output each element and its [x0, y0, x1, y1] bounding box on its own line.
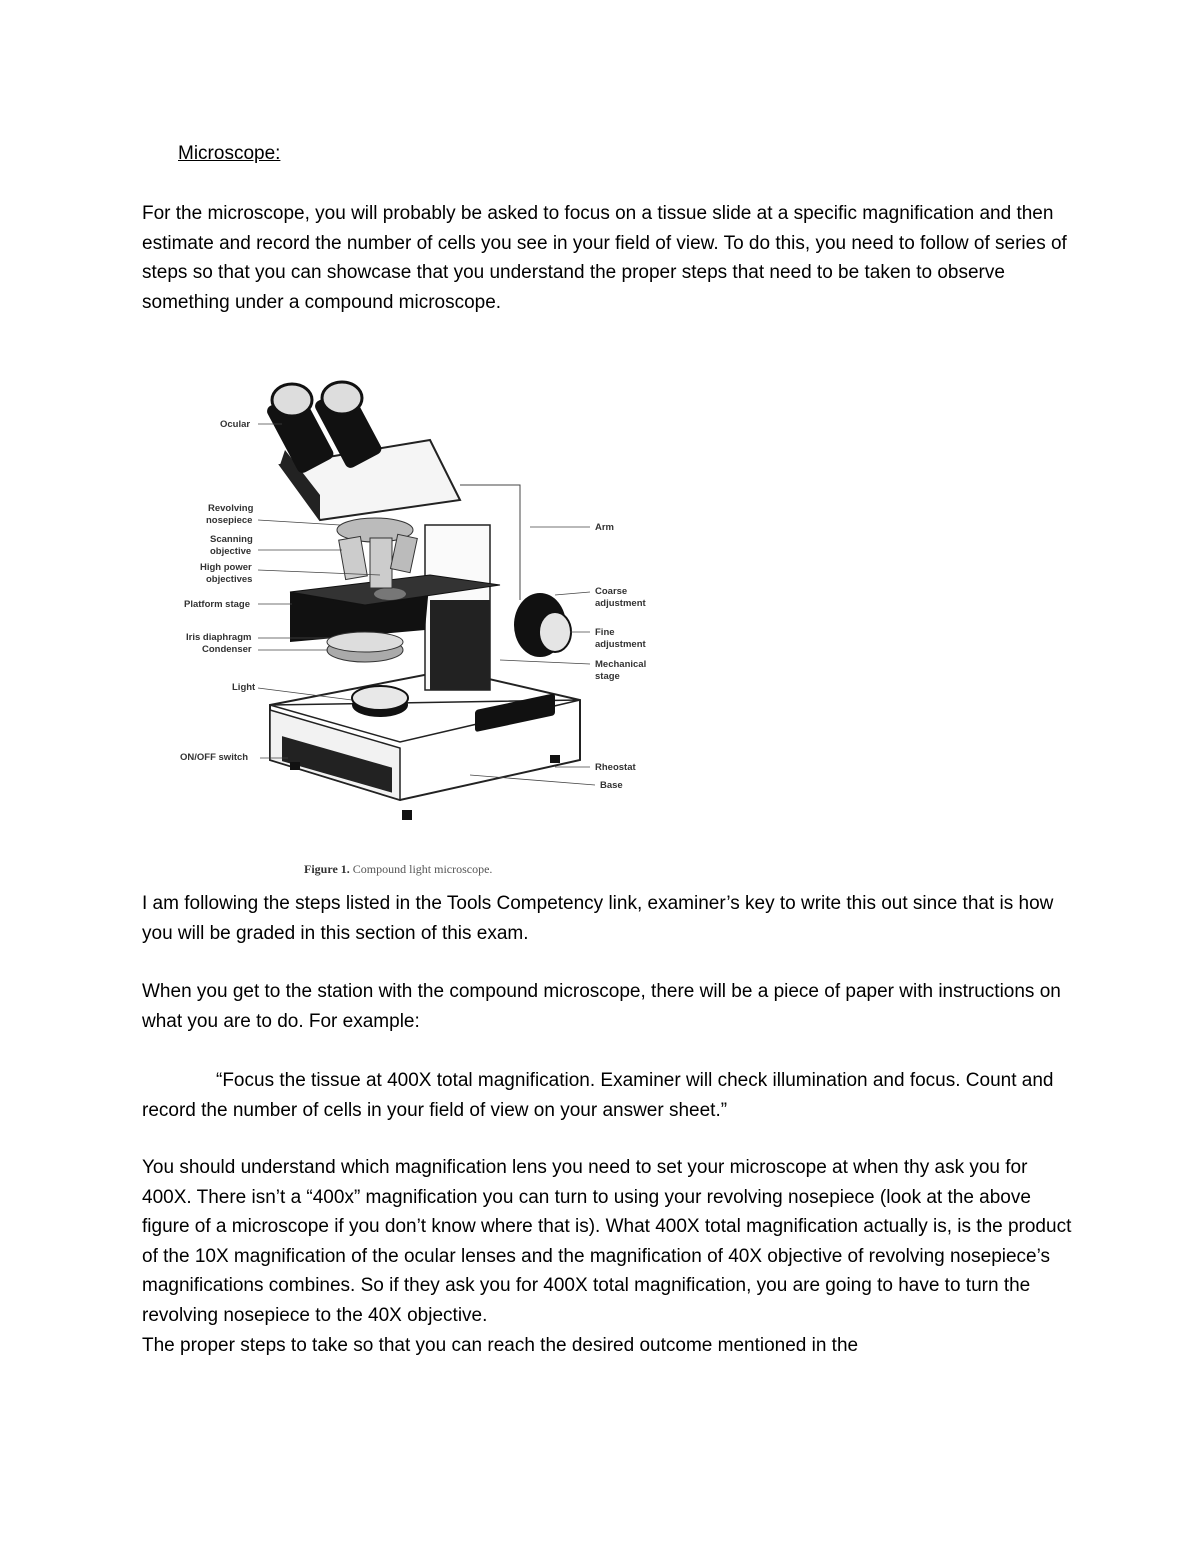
label-fine-1: Fine — [595, 627, 615, 638]
label-base: Base — [600, 780, 623, 791]
label-mechanical-2: stage — [595, 671, 620, 682]
label-rheostat: Rheostat — [595, 762, 636, 773]
label-light: Light — [232, 682, 256, 693]
label-onoff-switch: ON/OFF switch — [180, 752, 249, 763]
label-scanning-2: objective — [210, 546, 252, 557]
section-heading: Microscope: — [178, 143, 281, 164]
label-iris-diaphragm: Iris diaphragm — [186, 632, 252, 643]
microscope-drawing — [265, 382, 580, 820]
magnification-paragraph: You should understand which magnification lens you need to set your microscope at when thy ask you for 400X. There isn’t a “400x” magnification you can turn to using your revolving nosepiece (look at the above figure of a microscope if you don’t know where that is). What 400X total magnification actually is, is the product of the 10X magnification of the ocular lenses and the magnification of 40X objective of revolving nosepiece’s magnifications combines. So if they ask you for 400X total magnification, you are going to have to turn the revolving nosepiece to the 40X objective. — [142, 1157, 1072, 1326]
label-mechanical-1: Mechanical — [595, 659, 647, 670]
example-quote — [142, 1066, 1072, 1125]
example-quote-text: “Focus the tissue at 400X total magnification. Examiner will check illumination and focus. Count and record the number of cells in your field of view on your answer sheet.” — [142, 1070, 1054, 1121]
label-scanning-1: Scanning — [210, 534, 253, 545]
label-condenser: Condenser — [202, 644, 252, 655]
label-high-power-2: objectives — [206, 574, 253, 585]
label-revolving-2: nosepiece — [206, 515, 253, 526]
figure-caption-text: Compound light microscope. — [352, 862, 493, 876]
label-ocular: Ocular — [220, 419, 251, 430]
label-high-power-1: High power — [200, 562, 252, 573]
steps-paragraph: The proper steps to take so that you can reach the desired outcome mentioned in the — [142, 1335, 859, 1356]
microscope-figure — [170, 370, 670, 840]
intro-paragraph: For the microscope, you will probably be asked to focus on a tissue slide at a specific magnification and then estimate and record the number of cells you see in your field of view. To do this, you need to follow of series of steps so that you can showcase that you understand the proper steps that need to be taken to observe something under a compound microscope. — [142, 203, 1067, 313]
label-platform-stage: Platform stage — [184, 599, 250, 610]
label-coarse-1: Coarse — [595, 586, 628, 597]
label-revolving-1: Revolving — [208, 503, 254, 514]
label-coarse-2: adjustment — [595, 598, 646, 609]
station-paragraph: When you get to the station with the compound microscope, there will be a piece of paper with instructions on what you are to do. For example: — [142, 981, 1061, 1032]
figure-caption — [304, 862, 492, 877]
label-fine-2: adjustment — [595, 639, 646, 650]
grading-paragraph: I am following the steps listed in the Tools Competency link, examiner’s key to write this out since that is how you will be graded in this section of this exam. — [142, 893, 1054, 944]
label-arm: Arm — [595, 522, 615, 533]
figure-caption-prefix: Figure 1. — [304, 862, 350, 876]
